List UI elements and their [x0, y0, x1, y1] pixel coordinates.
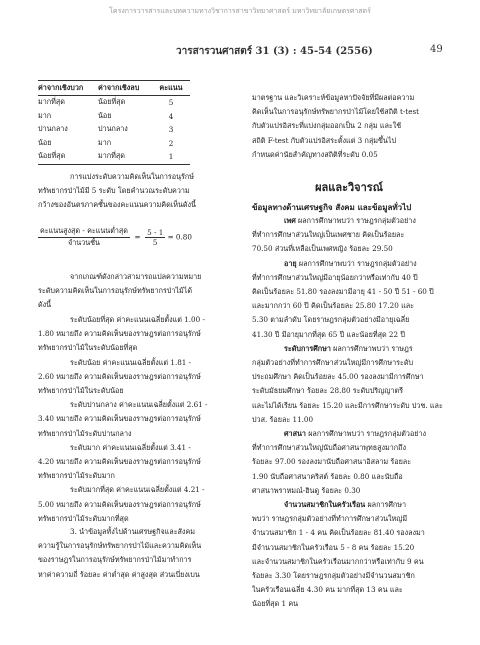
paragraph-lead: ศาสนา	[284, 429, 306, 439]
table-cell: 3	[168, 125, 174, 135]
text-line: 5.00 หมายถึง ความคิดเห็นของราษฎรต่อการอนุรักษ์	[38, 499, 201, 509]
text-line: มีจำนวนสมาชิกในครัวเรือน 5 - 8 คน ร้อยละ 15.20	[252, 542, 415, 552]
paragraph-text: ผลการศึกษาพบว่า ราษฎร	[330, 343, 413, 353]
text-line: หาค่าความถี่ ร้อยละ ค่าต่ำสุด ค่าสูงสุด ส่วนเบี่ยงเบน	[38, 569, 200, 579]
text-line: ในครัวเรือนเฉลี่ย 4.30 คน มากที่สุด 13 คน และ	[252, 585, 403, 595]
table-cell: มากที่สุด	[98, 150, 156, 164]
left-paragraph-2	[38, 270, 232, 313]
table-cell: 4	[168, 111, 174, 121]
table-cell: ปานกลาง	[98, 124, 128, 134]
text-line: ดังนี้	[38, 300, 52, 310]
paragraph-lead: ระดับการศึกษา	[284, 343, 331, 353]
table-cell: 1	[156, 150, 190, 164]
table-row	[38, 96, 190, 110]
text-line: 41.30 ปี มีอายุมากที่สุด 65 ปี และน้อยที่สุด 22 ปี	[252, 329, 405, 339]
text-line: ระดับปานกลาง ค่าคะแนนเฉลี่ยตั้งแต่ 2.61 -	[70, 400, 208, 410]
formula-numerator: คะแนนสูงสุด - คะแนนต่ำสุด	[38, 226, 130, 238]
text-line: 1.90 นับถือศาสนาคริสต์ ร้อยละ 0.80 และนับถือ	[252, 471, 403, 481]
paragraph-text: ผลการศึกษา	[365, 500, 407, 510]
text-line: ที่ทำการศึกษาส่วนใหญ่นับถือศาสนาพุทธสูงมากถึง	[252, 443, 406, 453]
text-line: จำนวนสมาชิก 1 - 4 คน คิดเป็นร้อยละ 81.40 รองลงมา	[252, 528, 425, 538]
table-cell: น้อยที่สุด	[98, 97, 126, 107]
text-line: 2.60 หมายถึง ความคิดเห็นของราษฎรต่อการอนุรักษ์	[38, 371, 201, 381]
text-line: 4.20 หมายถึง ความคิดเห็นของราษฎรต่อการอนุรักษ์	[38, 457, 201, 467]
text-line: สถิติ F-test กับตัวแปรอิสระตั้งแต่ 3 กลุ่มขึ้นไป	[252, 135, 397, 145]
table-row	[38, 150, 190, 164]
text-line: ระดับน้อย ค่าคะแนนเฉลี่ยตั้งแต่ 1.81 -	[70, 357, 192, 367]
text-line	[252, 342, 446, 356]
table-header: ค่าจากเชิงบวก	[38, 81, 98, 96]
text-line: น้อยที่สุด 1 คน	[252, 599, 299, 609]
table-row	[38, 123, 190, 137]
score-table	[38, 80, 190, 165]
text-line: ระดับน้อยที่สุด ค่าคะแนนเฉลี่ยตั้งแต่ 1.00 -	[70, 315, 205, 324]
paragraph-lead: เพศ	[284, 216, 296, 225]
text-line	[252, 427, 446, 441]
text-line: คิดเป็นร้อยละ 51.80 รองลงมามีอายุ 41 - 50 ปี 51 - 60 ปี	[252, 287, 434, 297]
formula: $\frac{\text{คะแนนสูงสุด - คะแนนต่ำสุด}}{\text{จำนวนชั้น}}$ = $\frac{5 - 1}{5}$ = 0.80	[40, 226, 192, 247]
table-header-row	[38, 81, 190, 96]
text-line: ร้อยละ 97.00 รองลงมานับถือศาสนาอิสลาม ร้อยละ	[252, 457, 412, 467]
text-line: 3.40 หมายถึง ความคิดเห็นของราษฎรต่อการอนุรักษ์	[38, 414, 201, 424]
text-line: การแบ่งระดับความคิดเห็นในการอนุรักษ์	[70, 172, 194, 181]
table-cell: ปานกลาง	[38, 124, 68, 134]
table-cell: 5	[168, 98, 174, 108]
subsection-heading: ข้อมูลทางด้านเศรษฐกิจ สังคม และข้อมูลทั่วไป	[252, 202, 412, 212]
paragraph-text: ผลการศึกษาพบว่า ราษฎรกลุ่มตัวอย่าง	[305, 429, 427, 439]
table-row	[38, 137, 190, 151]
text-line	[252, 257, 446, 271]
results-paragraphs	[252, 214, 446, 612]
formula-numerator-values: 5 - 1	[147, 228, 164, 237]
text-line: ทรัพยากรป่าไม้ในระดับน้อยที่สุด	[38, 343, 138, 353]
text-line: 1.80 หมายถึง ความคิดเห็นของราษฎรต่อการอนุรักษ์	[38, 329, 201, 339]
text-line: กำหนดค่านัยสำคัญทางสถิติที่ระดับ 0.05	[252, 149, 378, 159]
level-item	[38, 313, 232, 356]
text-line: ที่ทำการศึกษาส่วนใหญ่เป็นเพศชาย คิดเป็นร้อยละ	[252, 230, 405, 240]
left-paragraph-1	[38, 170, 232, 213]
level-item	[38, 483, 232, 526]
result-paragraph	[252, 427, 446, 498]
text-line: มาตรฐาน และวิเคราะห์ข้อมูลหาปัจจัยที่มีผลต่อความ	[252, 93, 415, 102]
formula-denominator: จำนวนชั้น	[68, 238, 100, 247]
table-cell: มากที่สุด	[38, 97, 65, 107]
text-line: ระดับมัธยมศึกษา ร้อยละ 28.80 ระดับปริญญาตรี	[252, 386, 403, 396]
table-cell: 2	[168, 138, 174, 148]
table-header: คะแนน	[156, 81, 190, 96]
formula-result: = 0.80	[167, 232, 192, 242]
text-line: ทรัพยากรป่าไม้มี 5 ระดับ โดยคำนวณระดับความ	[38, 186, 190, 196]
level-item	[38, 441, 232, 484]
text-line: คิดเห็นในการอนุรักษ์ทรัพยากรป่าไม้โดยใช้สถิติ t-test	[252, 107, 420, 117]
text-line: ที่ทำการศึกษาส่วนใหญ่มีอายุน้อยกว่าหรือเท่ากับ 40 ปี	[252, 272, 418, 282]
text-line: กว้างของอันตรภาคชั้นของคะแนนความคิดเห็นดังนี้	[38, 200, 196, 210]
formula-fraction-values	[145, 228, 165, 247]
table-cell: น้อย	[98, 110, 112, 120]
level-item	[38, 398, 232, 441]
level-item	[38, 356, 232, 399]
result-paragraph	[252, 342, 446, 427]
right-paragraph-1	[252, 91, 446, 162]
left-paragraph-3	[38, 525, 232, 582]
text-line: ทรัพยากรป่าไม้ในระดับน้อย	[38, 386, 124, 396]
table-cell: น้อย	[38, 137, 52, 147]
text-line	[252, 498, 446, 512]
text-line: และมากกว่า 60 ปี คิดเป็นร้อยละ 25.80 17.20 และ	[252, 301, 414, 311]
result-paragraph	[252, 214, 446, 257]
text-line: 70.50 ส่วนที่เหลือเป็นเพศหญิง ร้อยละ 29.50	[252, 244, 393, 254]
page-number: 49	[430, 44, 443, 55]
text-line: ระดับมาก ค่าคะแนนเฉลี่ยตั้งแต่ 3.41 -	[70, 442, 191, 452]
text-line: และจำนวนสมาชิกในครัวเรือนมากกว่าหรือเท่ากับ 9 คน	[252, 556, 424, 566]
text-line: ปวส. ร้อยละ 11.00	[252, 414, 314, 424]
table-row	[38, 110, 190, 124]
text-line: ประถมศึกษา คิดเป็นร้อยละ 45.00 รองลงมามีการศึกษา	[252, 372, 424, 382]
section-title: ผลและวิจารณ์	[315, 181, 383, 194]
paragraph-text: ผลการศึกษาพบว่า ราษฎรกลุ่มตัวอย่าง	[295, 216, 416, 225]
text-line: พบว่า ราษฎรกลุ่มตัวอย่างที่ทำการศึกษาส่วนใหญ่มี	[252, 514, 408, 524]
watermark: โครงการวารสารและบทความทางวิชาการสาขาวิทยาศาสตร์ มหาวิทยาลัยเกษตรศาสตร์	[109, 7, 371, 15]
text-line: และไม่ได้เรียน ร้อยละ 15.20 และมีการศึกษาระดับ ปวช. และ	[252, 400, 443, 410]
text-line	[252, 214, 446, 228]
text-line: จากเกณฑ์ดังกล่าวสามารถแปลความหมาย	[70, 272, 202, 281]
formula-fraction	[38, 226, 130, 249]
text-line: ของราษฎรในการอนุรักษ์ทรัพยากรป่าไม้มาทำการ	[38, 555, 192, 565]
text-line: ระดับมากที่สุด ค่าคะแนนเฉลี่ยตั้งแต่ 4.21 -	[70, 485, 205, 495]
table-header: ค่าจากเชิงลบ	[98, 81, 156, 96]
table-cell: มาก	[98, 137, 112, 147]
text-line: ทรัพยากรป่าไม้ระดับมาก	[38, 471, 115, 481]
result-paragraph	[252, 257, 446, 342]
text-line: ร้อยละ 3.30 โดยราษฎรกลุ่มตัวอย่างมีจำนวนสมาชิก	[252, 571, 415, 581]
text-line: 3. นำข้อมูลทั้งไปด้านเศรษฐกิจและสังคม	[70, 527, 195, 536]
text-line: ความรู้ในการอนุรักษ์ทรัพยากรป่าไม้และความคิดเห็น	[38, 541, 202, 551]
table-cell: มาก	[38, 110, 52, 120]
text-line: ทรัพยากรป่าไม้ระดับปานกลาง	[38, 428, 132, 438]
text-line: ระดับความคิดเห็นในการอนุรักษ์ทรัพยากรป่าไม้ได้	[38, 286, 193, 296]
table-cell: น้อยที่สุด	[38, 150, 98, 164]
score-table-wrap	[38, 80, 190, 165]
paragraph-lead: จำนวนสมาชิกในครัวเรือน	[284, 500, 366, 510]
journal-header: วารสารวนศาสตร์ 31 (3) : 45-54 (2556)	[176, 46, 373, 57]
text-line: 5.30 ตามลำดับ โดยราษฎรกลุ่มตัวอย่างมีอายุเฉลี่ย	[252, 315, 410, 325]
levels-list	[38, 313, 232, 526]
paragraph-lead: อายุ	[284, 258, 297, 268]
text-line: กับตัวแปรอิสระที่แบ่งกลุ่มออกเป็น 2 กลุ่ม และใช้	[252, 121, 402, 131]
formula-denominator-values: 5	[152, 238, 158, 247]
result-paragraph	[252, 498, 446, 612]
text-line: กลุ่มตัวอย่างที่ทำการศึกษาส่วนใหญ่มีการศึกษาระดับ	[252, 358, 414, 368]
text-line: ศาสนาพราหมณ์-ฮินดู ร้อยละ 0.30	[252, 485, 361, 495]
paragraph-text: ผลการศึกษาพบว่า ราษฎรกลุ่มตัวอย่าง	[296, 258, 417, 268]
text-line: ทรัพยากรป่าไม้ระดับมากที่สุด	[38, 513, 129, 523]
